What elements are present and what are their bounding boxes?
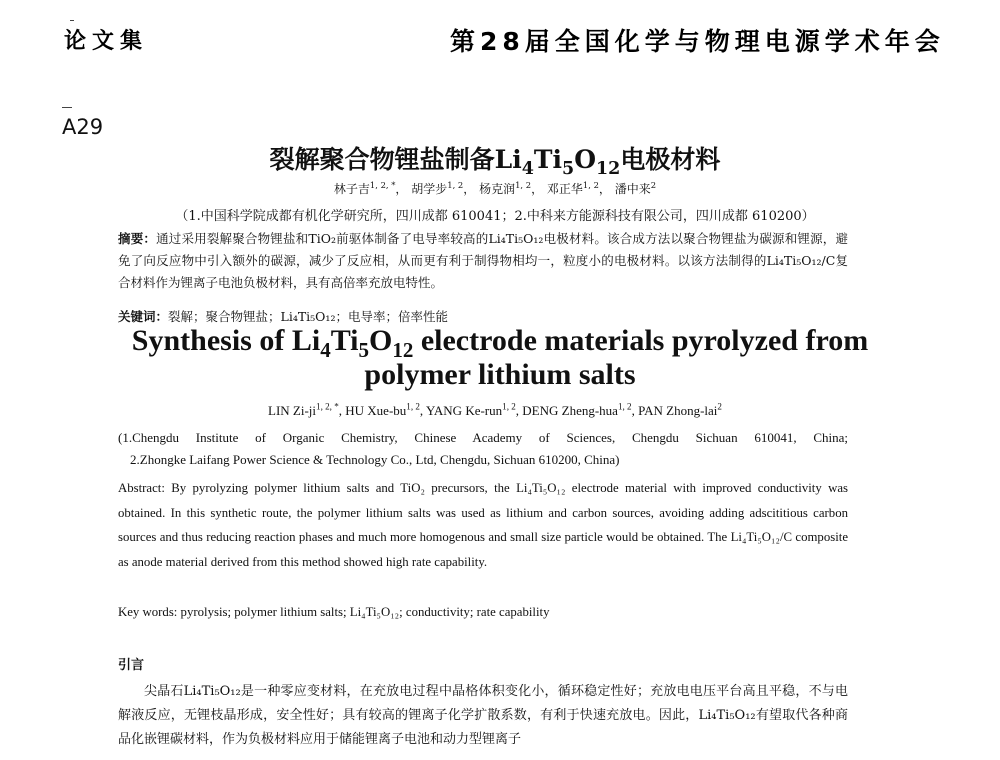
section-heading-intro: 引言: [118, 658, 145, 673]
english-keywords: Key words: pyrolysis; polymer lithium salts; Li₄Ti₅O₁₂; conductivity; rate capability: [118, 605, 550, 619]
proceedings-label: 论文集: [64, 29, 149, 54]
author-name: 潘中来: [614, 182, 651, 196]
author-name: YANG Ke-run: [425, 403, 503, 418]
formula: Li₄Ti₅O₁₂: [280, 309, 336, 324]
chinese-abstract: 摘要：通过采用裂解聚合物锂盐和TiO₂前驱体制备了电导率较高的Li₄Ti₅O₁₂电极材料。该合成方法以聚合物锂盐为碳源和锂源，避免了向反应物中引入额外的碳源，减少了反应相，从而更有利于制得物相均一，粒度小的电极材料。以该方法制得的Li₄Ti₅O₁₂/C复合材料作为锂离子电池负极材料，具有高倍率充放电特性。: [118, 231, 848, 290]
english-authors: LIN $Zi-ji^{1, 2, *}$, HU Xue-bu$^{1, 2}$, YANG Ke-run$^{1, 2}$, DENG Zheng-hua$^{1, 2}$, PAN Zhong-lai$^2$: [268, 401, 722, 418]
author-name: 杨克润: [479, 182, 516, 196]
chinese-affiliation: （1.中国科学院成都有机化学研究所，四川成都 610041；2.中科来方能源科技有限公司，四川成都 610200）: [175, 209, 815, 224]
author-name: 林子吉: [333, 182, 370, 196]
author-name: LIN Zi-ji: [268, 403, 317, 418]
title-formula: $Li_4Ti_5O_{12}$: [494, 145, 621, 179]
formula: Li₄Ti₅O₁₂: [698, 708, 756, 723]
formula: Li₄Ti₅O₁₂: [516, 481, 566, 495]
chinese-authors: 林子吉$^{1, 2, *}$， 胡学步$^{1, 2}$， 杨克润$^{1, 2}$， 邓正华$^{1, 2}$， 潘中来$^2$: [333, 180, 657, 196]
chinese-keywords: 关键词：裂解；聚合物锂盐；Li₄Ti₅O₁₂；电导率；倍率性能: [118, 309, 448, 324]
english-title: Synthesis of $Li_4Ti_5O_{12}$ electrode materials pyrolyzed from polymer lithium salts: [131, 324, 869, 391]
author-name: PAN Zhong-lai: [638, 403, 718, 418]
author-name: HU Xue-bu: [345, 403, 407, 418]
english-affiliation-2: 2.Zhongke Laifang Power Science & Technology Co., Ltd, Chengdu, Sichuan 610200, China): [130, 452, 620, 467]
conference-title: 第28届全国化学与物理电源学术年会: [450, 27, 945, 56]
formula: Li₄Ti₅O₁₂: [488, 231, 544, 246]
code-overline: [62, 107, 72, 108]
intro-paragraph: 尖晶石Li₄Ti₅O₁₂是一种零应变材料，在充放电过程中晶格体积变化小，循环稳定性好；充放电电压平台高且平稳，不与电解液反应，无锂枝晶形成，安全性好；具有较高的锂离子化学扩散系数，有利于快速充放电。因此，Li₄Ti₅O₁₂有望取代各种商品化嵌锂碳材料，作为负极材料应用于储能锂离子电池和动力型锂离子: [118, 684, 848, 747]
formula: Li₄Ti₅O₁₂: [766, 253, 822, 268]
formula: Li₄Ti₅O₁₂: [349, 605, 400, 619]
chinese-title: 裂解聚合物锂盐制备$Li_4Ti_5O_{12}$电极材料: [269, 145, 721, 179]
formula: Li₄Ti₅O₁₂: [730, 530, 780, 544]
english-affiliation-1: (1.Chengdu Institute of Organic Chemistry, Chinese Academy of Sciences, Chengdu Sichuan 610041, China;: [118, 430, 848, 445]
english-abstract: Abstract: By pyrolyzing polymer lithium salts and TiO₂ precursors, the Li₄Ti₅O₁₂ electrode material with improved conductivity was obtained. In this synthetic route, the polymer lithium salts was used as lithium and carbon sources, avoiding adding adscititious carbon sources and thus reducing reaction phases and much more homogenous and small size particle would be obtained. The Li₄Ti₅O₁₂/C composite as anode material derived from this method showed high rate capability.: [118, 481, 849, 569]
paper-code: A29: [62, 115, 104, 139]
title-formula: $Li_4Ti_5O_{12}$: [291, 324, 414, 362]
author-name: 邓正华: [546, 182, 583, 196]
author-name: DENG Zheng-hua: [522, 403, 618, 418]
corner-mark: [70, 20, 74, 21]
author-name: 胡学步: [411, 182, 448, 196]
formula: Li₄Ti₅O₁₂: [183, 684, 241, 699]
